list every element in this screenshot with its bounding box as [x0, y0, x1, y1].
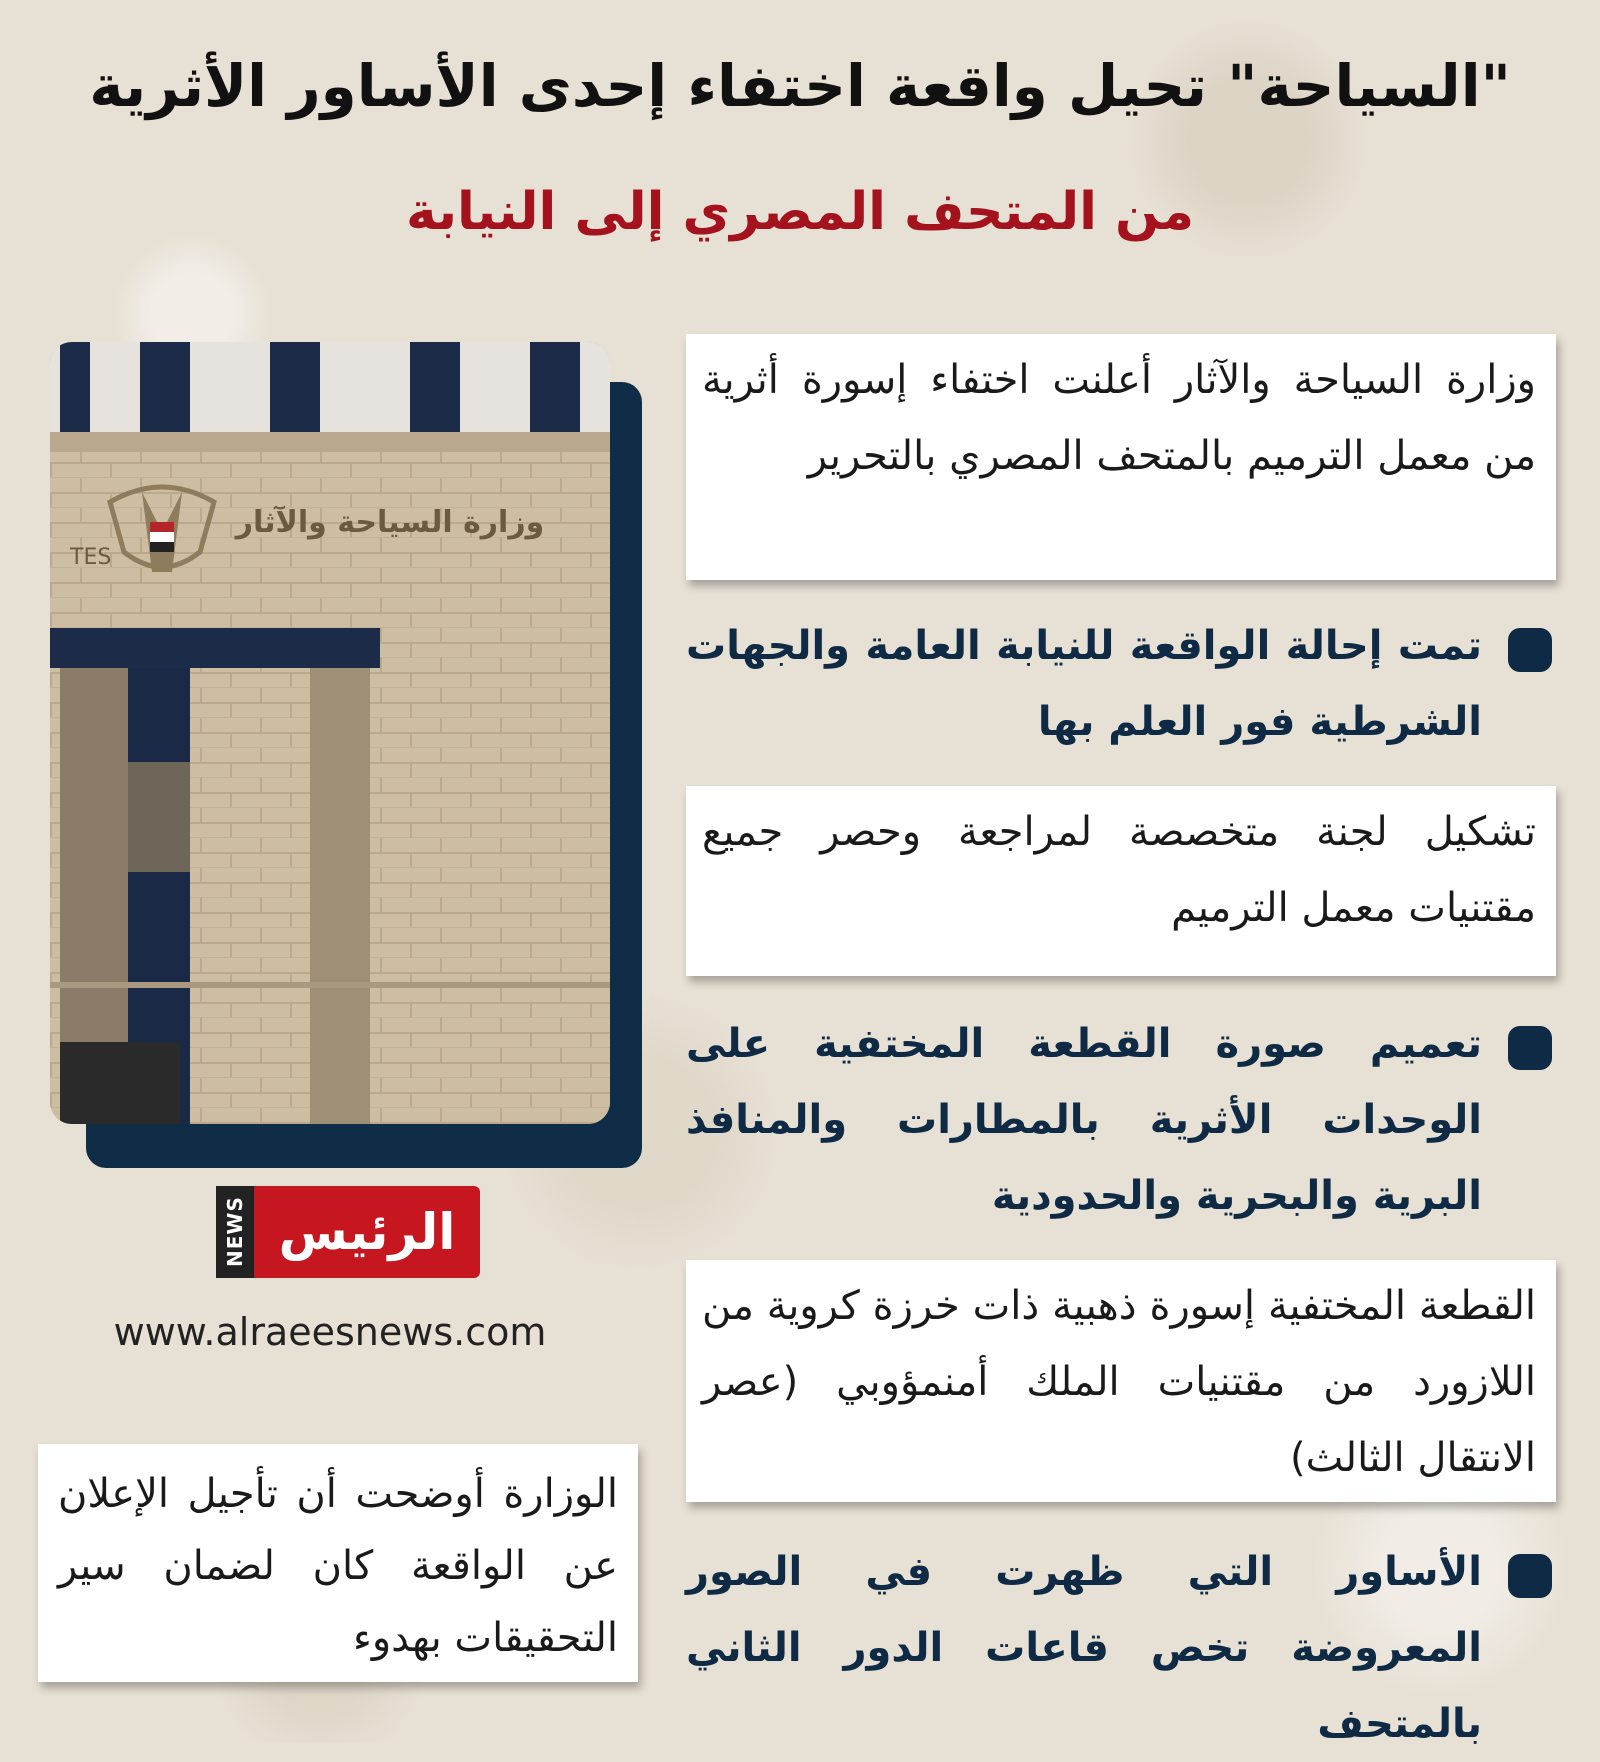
bullet-text-3: الأساور التي ظهرت في الصور المعروضة تخص قاعات الدور الثاني بالمتحف — [686, 1549, 1482, 1747]
subheadline: من المتحف المصري إلى النيابة — [405, 182, 1195, 242]
ministry-sign-text: وزارة السياحة والآثار — [235, 505, 545, 540]
headline: "السياحة" تحيل واقعة اختفاء إحدى الأساور الأثرية — [89, 52, 1511, 120]
note-box: الوزارة أوضحت أن تأجيل الإعلان عن الواقعة كان لضمان سير التحقيقات بهدوء — [38, 1444, 638, 1682]
alraees-news-logo — [216, 1186, 480, 1278]
bullet-marker-icon — [1508, 628, 1552, 672]
logo-name: الرئيس — [254, 1186, 480, 1278]
info-box-3: القطعة المختفية إسورة ذهبية ذات خرزة كروية من اللازورد من مقتنيات الملك أمنمؤوبي (عصر الانتقال الثالث) — [686, 1260, 1556, 1502]
ministry-sign-latin: TES — [70, 545, 112, 570]
bullet-text-2: تعميم صورة القطعة المختفية على الوحدات الأثرية بالمطارات والمنافذ البرية والبحرية والحدودية — [686, 1021, 1482, 1219]
bullet-marker-icon — [1508, 1554, 1552, 1598]
info-box-1: وزارة السياحة والآثار أعلنت اختفاء إسورة أثرية من معمل الترميم بالمتحف المصري بالتحرير — [686, 334, 1556, 580]
website-url[interactable]: www.alraeesnews.com — [113, 1310, 547, 1354]
logo-news-tag: NEWS — [216, 1186, 254, 1278]
ministry-building-photo — [50, 342, 610, 1124]
bullet-marker-icon — [1508, 1026, 1552, 1070]
info-box-2: تشكيل لجنة متخصصة لمراجعة وحصر جميع مقتنيات معمل الترميم — [686, 786, 1556, 976]
bullet-text-1: تمت إحالة الواقعة للنيابة العامة والجهات الشرطية فور العلم بها — [686, 623, 1482, 745]
